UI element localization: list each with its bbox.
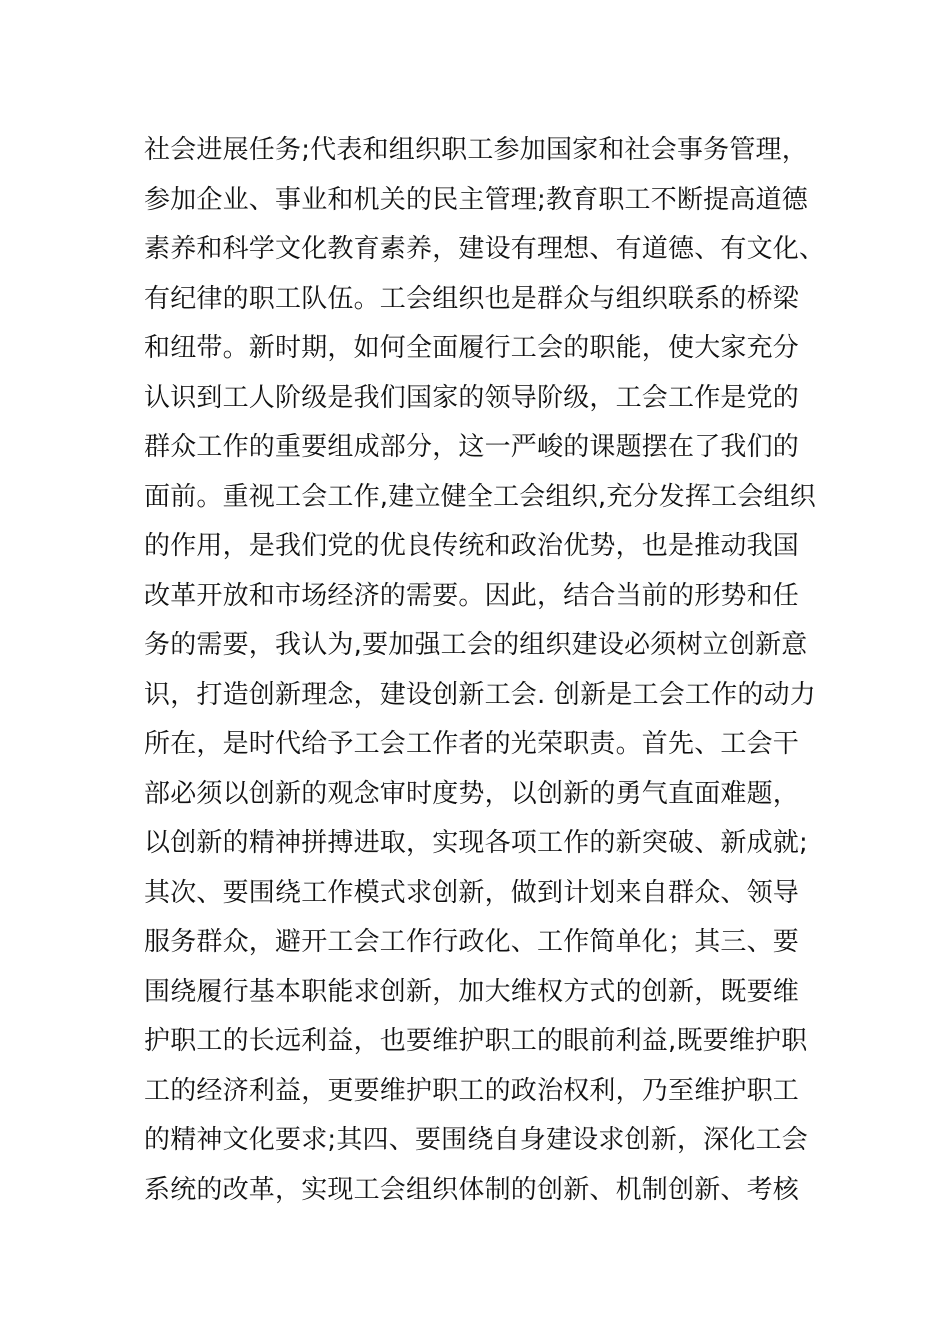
text-line: 参加企业、事业和机关的民主管理;教育职工不断提高道德 <box>144 184 808 215</box>
text-line: 服务群众，避开工会工作行政化、工作简单化；其三、要 <box>144 927 800 957</box>
text-line: 识，打造创新理念，建设创新工会. 创新是工会工作的动力 <box>144 679 816 710</box>
text-line: 改革开放和市场经济的需要。因此，结合当前的形势和任 <box>144 580 800 611</box>
text-line: 的精神文化要求;其四、要围绕自身建设求创新，深化工会 <box>144 1125 808 1155</box>
text-line: 围绕履行基本职能求创新，加大维权方式的创新，既要维 <box>144 976 800 1007</box>
text-line: 社会进展任务;代表和组织职工参加国家和社会事务管理， <box>144 135 808 165</box>
text-line: 的作用，是我们党的优良传统和政治优势，也是推动我国 <box>144 531 800 561</box>
text-line: 群众工作的重要组成部分，这一严峻的课题摆在了我们的 <box>144 432 800 462</box>
text-line: 认识到工人阶级是我们国家的领导阶级，工会工作是党的 <box>144 382 800 413</box>
text-line: 素养和科学文化教育素养，建设有理想、有道德、有文化、 <box>144 234 826 264</box>
text-line: 其次、要围绕工作模式求创新，做到计划来自群众、领导 <box>144 877 800 908</box>
text-line: 和纽带。新时期，如何全面履行工会的职能，使大家充分 <box>144 333 800 363</box>
text-line: 护职工的长远利益，也要维护职工的眼前利益,既要维护职 <box>144 1026 808 1056</box>
text-line: 系统的改革，实现工会组织体制的创新、机制创新、考核 <box>144 1174 800 1205</box>
text-line: 所在，是时代给予工会工作者的光荣职责。首先、工会干 <box>144 729 800 759</box>
text-line: 部必须以创新的观念审时度势，以创新的勇气直面难题， <box>144 778 800 809</box>
text-line: 务的需要，我认为,要加强工会的组织建设必须树立创新意 <box>144 630 808 660</box>
text-line: 工的经济利益，更要维护职工的政治权利，乃至维护职工 <box>144 1075 800 1106</box>
text-line: 面前。重视工会工作,建立健全工会组织,充分发挥工会组织 <box>144 481 816 512</box>
text-line: 有纪律的职工队伍。工会组织也是群众与组织联系的桥梁 <box>144 283 800 314</box>
body-paragraph <box>144 126 844 1215</box>
text-line: 以创新的精神拼搏进取，实现各项工作的新突破、新成就; <box>144 828 808 858</box>
